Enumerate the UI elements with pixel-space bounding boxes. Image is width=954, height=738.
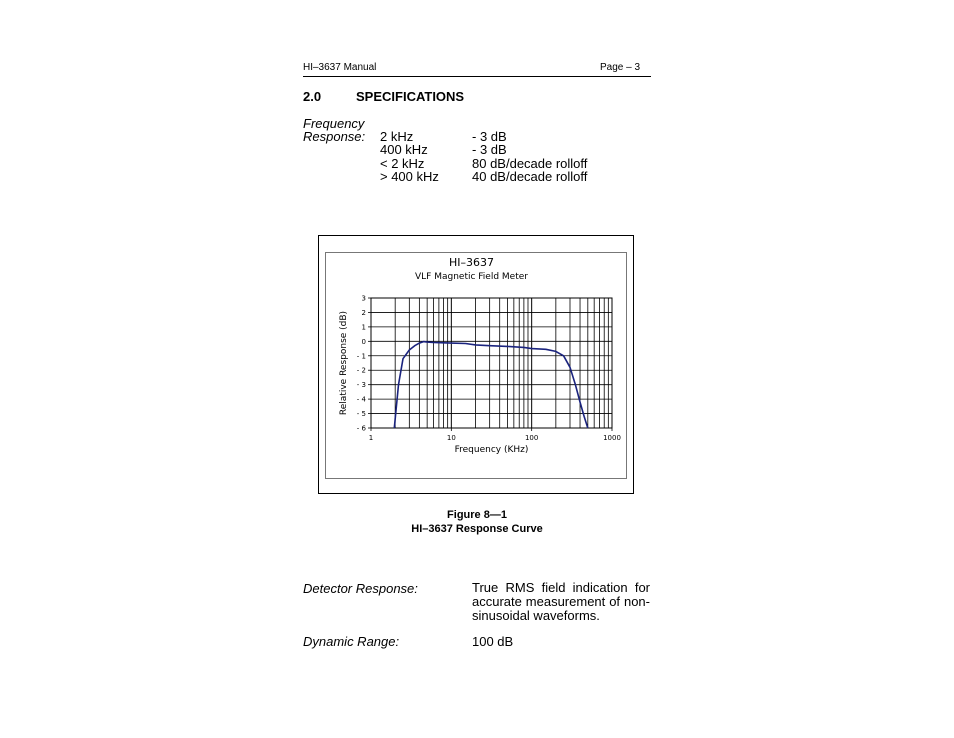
frequency-label-line2: Response: xyxy=(303,129,366,144)
plot-area-border xyxy=(371,298,612,428)
y-axis-label: Relative Response (dB) xyxy=(339,310,349,416)
freq-row-4-freq: > 400 kHz xyxy=(380,169,439,184)
y-tick-label: - 3 xyxy=(356,381,366,390)
freq-row-3-freq: < 2 kHz xyxy=(380,156,425,171)
detector-response-label: Detector Response: xyxy=(303,581,418,596)
header-manual-title: HI–3637 Manual xyxy=(303,62,377,73)
header-rule xyxy=(303,76,651,77)
detector-response-value: True RMS field indication for accurate measurement of non-sinusoidal waveforms. xyxy=(472,580,650,623)
y-tick-label: 0 xyxy=(361,337,366,346)
chart-subtitle: VLF Magnetic Field Meter xyxy=(415,272,528,282)
y-tick-label: 2 xyxy=(361,308,366,317)
dynamic-range-value: 100 dB xyxy=(472,634,514,649)
x-tick-label: 100 xyxy=(524,434,539,442)
frequency-label-line1: Frequency xyxy=(303,116,365,131)
y-tick-label: - 4 xyxy=(356,395,366,404)
x-tick-label: 10 xyxy=(446,434,456,442)
response-curve-chart xyxy=(326,253,626,478)
figure-caption-title: HI–3637 Response Curve xyxy=(411,523,543,535)
figure-caption-number: Figure 8—1 xyxy=(447,509,507,521)
y-tick-label: 3 xyxy=(361,294,366,303)
chart-title: HI–3637 xyxy=(448,256,495,269)
x-tick-label: 1000 xyxy=(603,434,621,442)
freq-row-1-freq: 2 kHz xyxy=(380,129,414,144)
freq-row-1-value: - 3 dB xyxy=(472,129,507,144)
y-tick-label: - 6 xyxy=(356,424,366,433)
section-number: 2.0 xyxy=(303,89,322,104)
x-axis-label: Frequency (KHz) xyxy=(454,445,529,455)
y-tick-label: - 5 xyxy=(356,410,366,419)
y-tick-label: - 2 xyxy=(356,366,366,375)
y-tick-label: 1 xyxy=(361,323,366,332)
freq-row-2-freq: 400 kHz xyxy=(380,142,428,157)
dynamic-range-label: Dynamic Range: xyxy=(303,634,400,649)
freq-row-3-value: 80 dB/decade rolloff xyxy=(472,156,588,171)
y-tick-label: - 1 xyxy=(356,352,366,361)
freq-row-4-value: 40 dB/decade rolloff xyxy=(472,169,588,184)
section-title: SPECIFICATIONS xyxy=(356,89,465,104)
header-page-number: Page – 3 xyxy=(600,62,641,73)
freq-row-2-value: - 3 dB xyxy=(472,142,507,157)
x-tick-label: 1 xyxy=(368,434,374,442)
